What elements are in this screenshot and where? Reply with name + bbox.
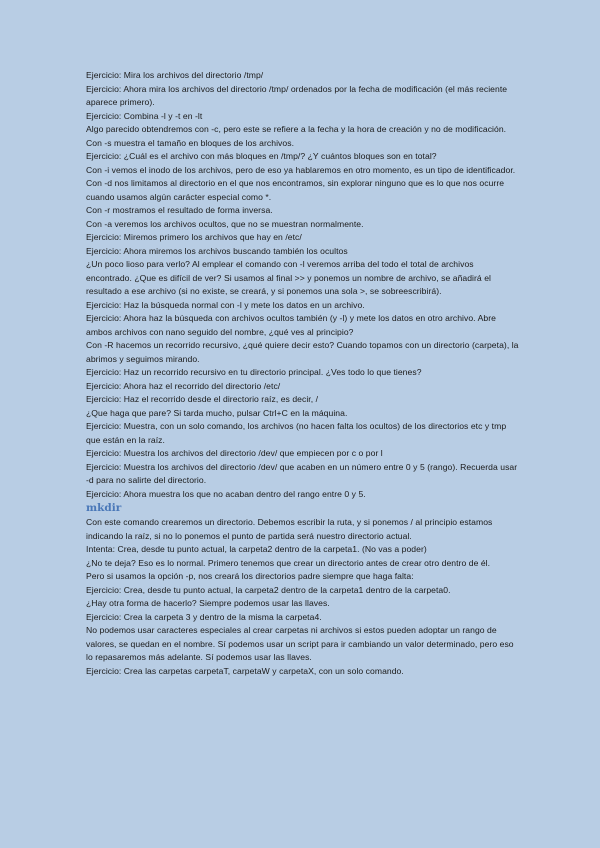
paragraph: Ejercicio: ¿Cuál es el archivo con más bloques en /tmp/? ¿Y cuántos bloques son en total?: [86, 151, 437, 161]
paragraph: Ejercicio: Muestra los archivos del directorio /dev/ que acaben en un número entre 0 y 5 (rango). Recuerda usar -d para no salirte del directorio.: [86, 461, 518, 485]
paragraph: Ejercicio: Haz el recorrido desde el directorio raíz, es decir, /: [86, 394, 319, 404]
paragraph: ¿No te deja? Eso es lo normal. Primero tenemos que crear un directorio antes de crear otro dentro de él.: [86, 557, 491, 568]
paragraph: Ejercicio: Ahora haz la búsqueda con archivos ocultos también (y -l) y mete los datos en otro archivo. Abre ambos archivos con nano seguido del nombre, ¿qué ves al principio?: [86, 313, 496, 337]
paragraph: Con -R hacemos un recorrido recursivo, ¿qué quiere decir esto? Cuando topamos con un directorio (carpeta), la abrimos y seguimos mirando.: [86, 340, 519, 364]
paragraph: Ejercicio: Ahora haz el recorrido del directorio /etc/: [86, 380, 281, 391]
paragraph: Ejercicio: Combina -l y -t en -lt: [86, 110, 203, 121]
paragraph: Ejercicio: Crea, desde tu punto actual, la carpeta2 dentro de la carpeta1 dentro de la carpeta0.: [86, 584, 451, 595]
paragraph: ¿Hay otra forma de hacerlo? Siempre podemos usar las llaves.: [86, 598, 330, 608]
paragraph: Ejercicio: Ahora mira los archivos del directorio /tmp/ ordenados por la fecha de modificación (el más reciente aparece primero).: [86, 83, 508, 107]
paragraph: Con -d nos limitamos al directorio en el que nos encontramos, sin explorar ninguno que es lo que nos ocurre cuando usamos algún carácter especial como *.: [86, 178, 505, 202]
paragraph: Ejercicio: Haz un recorrido recursivo en tu directorio principal. ¿Ves todo lo que tienes?: [86, 367, 422, 377]
paragraph: Pero si usamos la opción -p, nos creará los directorios padre siempre que haga falta:: [86, 571, 414, 581]
section-heading-mkdir: mkdir: [86, 502, 122, 514]
paragraph: Ejercicio: Muestra, con un solo comando, los archivos (no hacen falta los ocultos) de los directorios etc y tmp que están en la raíz.: [86, 421, 507, 445]
paragraph: Ejercicio: Ahora muestra los que no acaban dentro del rango entre 0 y 5.: [86, 488, 366, 499]
paragraph: Ejercicio: Ahora miremos los archivos buscando también los ocultos: [86, 245, 348, 256]
paragraph: Ejercicio: Crea la carpeta 3 y dentro de la misma la carpeta4.: [86, 611, 322, 622]
paragraph: Con -r mostramos el resultado de forma inversa.: [86, 205, 273, 215]
paragraph: Ejercicio: Haz la búsqueda normal con -l y mete los datos en un archivo.: [86, 299, 365, 310]
paragraph: Ejercicio: Miremos primero los archivos que hay en /etc/: [86, 232, 302, 242]
paragraph: Con este comando crearemos un directorio. Debemos escribir la ruta, y si ponemos / al principio estamos indicando la raíz, si no lo ponemos el punto de partida será nuestro directorio actual.: [86, 517, 493, 541]
paragraph: Algo parecido obtendremos con -c, pero este se refiere a la fecha y la hora de creación y no de modificación.: [86, 124, 507, 134]
paragraph: Ejercicio: Crea las carpetas carpetaT, carpetaW y carpetaX, con un solo comando.: [86, 665, 404, 676]
paragraph: ¿Que haga que pare? Si tarda mucho, pulsar Ctrl+C en la máquina.: [86, 407, 348, 418]
paragraph: Intenta: Crea, desde tu punto actual, la carpeta2 dentro de la carpeta1. (No vas a poder): [86, 544, 427, 554]
paragraph: Con -s muestra el tamaño en bloques de los archivos.: [86, 137, 295, 148]
paragraph: ¿Un poco lioso para verlo? Al emplear el comando con -l veremos arriba del todo el total de archivos encontrado. ¿Que es difícil de ver? Si usamos al final >> y ponemos un nombre de archivo, se añadirá el resultado a ese archivo (si no existe, se creará, y si ponemos una sola >, se sobreescribirá).: [86, 259, 491, 296]
paragraph: Ejercicio: Mira los archivos del directorio /tmp/: [86, 70, 264, 80]
paragraph: Ejercicio: Muestra los archivos del directorio /dev/ que empiecen por c o por l: [86, 448, 383, 458]
mkdir-section: [86, 516, 520, 678]
paragraph: Con -a veremos los archivos ocultos, que no se muestran normalmente.: [86, 218, 364, 229]
ls-section: [86, 69, 520, 501]
paragraph: No podemos usar caracteres especiales al crear carpetas ni archivos si estos pueden adoptar un rango de valores, se quedan en el nombre. Sí podemos usar un script para ir cambiando un valor determinado, pero eso lo repasaremos más adelante. Sí podemos usar las llaves.: [86, 625, 514, 662]
paragraph: Con -i vemos el inodo de los archivos, pero de eso ya hablaremos en otro momento, es un tipo de identificador.: [86, 164, 516, 175]
